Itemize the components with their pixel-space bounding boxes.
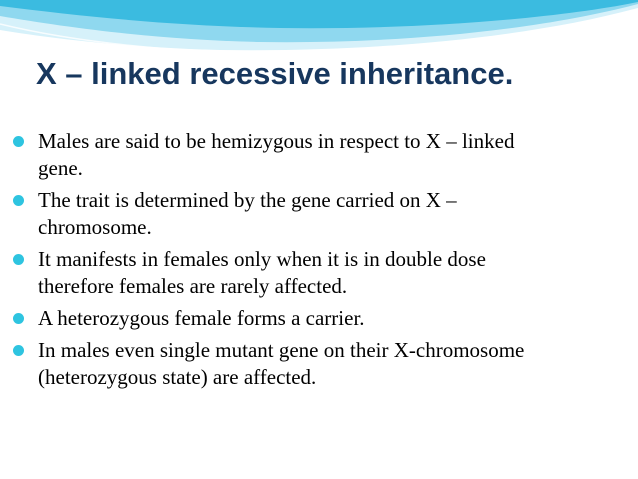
slide-title: X – linked recessive inheritance. bbox=[36, 56, 514, 91]
bullet-text: A heterozygous female forms a carrier. bbox=[38, 306, 365, 330]
bullet-dot-icon bbox=[13, 136, 24, 147]
bullet-dot-icon bbox=[13, 313, 24, 324]
bullet-item bbox=[0, 246, 538, 300]
bullet-item bbox=[0, 337, 538, 391]
bullet-dot-icon bbox=[13, 195, 24, 206]
bullet-text: In males even single mutant gene on their X-chromosome (heterozygous state) are affected. bbox=[38, 338, 525, 389]
bullet-text: It manifests in females only when it is in double dose therefore females are rarely affected. bbox=[38, 247, 486, 298]
bullet-text: Males are said to be hemizygous in respect to X – linked gene. bbox=[38, 129, 515, 180]
bullet-dot-icon bbox=[13, 345, 24, 356]
bullet-item bbox=[0, 187, 538, 241]
bullet-text: The trait is determined by the gene carried on X – chromosome. bbox=[38, 188, 457, 239]
bullet-item bbox=[0, 305, 538, 332]
bullet-item bbox=[0, 128, 538, 182]
bullet-list bbox=[0, 128, 638, 396]
bullet-dot-icon bbox=[13, 254, 24, 265]
